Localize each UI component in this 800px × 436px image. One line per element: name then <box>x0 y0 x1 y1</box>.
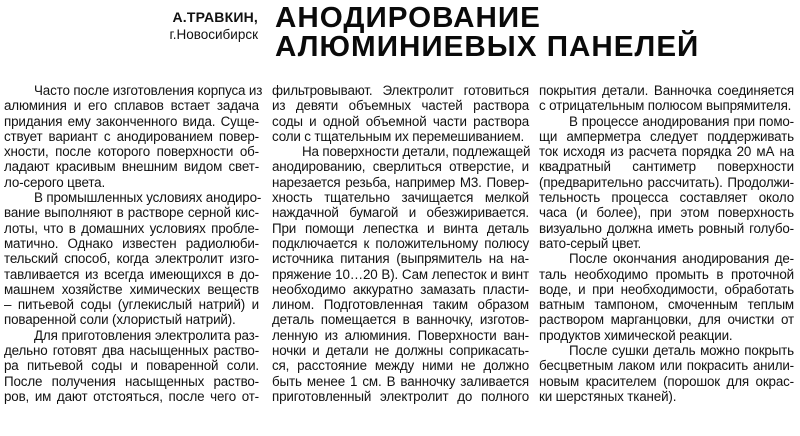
text-line: подключается к положительному полюсу <box>272 235 529 251</box>
text-line: Часто после изготовления корпуса из <box>34 83 263 98</box>
text-line: фильтровывают. Электролит готовиться <box>272 83 529 98</box>
text-line: хность тщательно зачищается мелкой <box>272 190 529 206</box>
text-line: После получения насыщенных раство- <box>4 373 259 389</box>
text-line: алюминия и его сплавов встает задача <box>4 98 259 114</box>
article-column-1 <box>4 83 263 404</box>
text-line: ра питьевой соды и поваренной соли. <box>4 358 259 374</box>
text-line: деталь помещается в ванночку, изготов- <box>272 312 529 328</box>
text-line: продуктов химической реакции. <box>539 327 733 343</box>
text-line: нарезается резьба, например М3. Повер- <box>272 174 529 190</box>
text-line: поваренной соли (хлористый натрий). <box>4 312 236 328</box>
text-line: – питьевой соды (углекислый натрий) и <box>4 297 259 313</box>
text-line: пряжение 10…20 В). Сам лепесток и винт <box>272 266 529 282</box>
author-name: А.ТРАВКИН, <box>172 9 258 25</box>
article-column-3 <box>539 83 794 404</box>
text-line: часа (и более), при этом поверхность <box>539 205 794 221</box>
text-line: ватным тампоном, смоченным теплым <box>539 297 794 313</box>
text-line: наждачной бумагой и обезжиривается. <box>272 205 529 221</box>
text-line: покрытия детали. Ванночка соединяется <box>539 83 794 98</box>
text-line: ки шерстяных тканей). <box>539 388 677 404</box>
text-line: щи амперметра следует поддерживать <box>539 128 794 144</box>
text-line: На поверхности детали, подлежащей <box>302 144 531 160</box>
text-line: бесцветным лаком или покрасить анили- <box>539 358 794 374</box>
text-line: вание выполняют в растворе серной кис- <box>4 205 259 221</box>
text-line: ток исходя из расчета порядка 20 мА на <box>539 144 794 160</box>
text-line: источника питания (выпрямитель на на- <box>272 251 529 267</box>
text-line: машнем хозяйстве химических веществ <box>4 281 259 297</box>
article-column-2 <box>272 83 529 404</box>
text-line: быть менее 1 см. В ванночку заливается <box>272 373 529 389</box>
text-line: дельно готовят два насыщенных раство- <box>4 343 259 359</box>
text-line: ствует вариант с анодированием повер- <box>4 128 259 144</box>
text-line: квадратный сантиметр поверхности <box>539 159 794 175</box>
text-line: В процессе анодирования при помо- <box>569 113 794 129</box>
text-line: В промышленных условиях анодиро- <box>34 190 262 206</box>
text-line: соды и одной объемной части раствора <box>272 113 529 129</box>
text-line: При помощи лепестка и винта деталь <box>272 220 529 236</box>
text-line: матично. Однако известен радиолюби- <box>4 235 259 251</box>
text-line: придания ему законченного вида. Суще- <box>4 113 259 129</box>
article-title <box>275 4 699 62</box>
text-line: ров, им дают отстояться, после чего от- <box>4 388 259 404</box>
text-line: лином. Подготовленная таким образом <box>272 297 529 313</box>
text-line: вато-серый цвет. <box>539 235 642 251</box>
text-line: (предварительно рассчитать). Продолжи- <box>539 174 794 190</box>
title-line-2: АЛЮМИНИЕВЫХ ПАНЕЛЕЙ <box>275 31 700 63</box>
text-line: ло-серого цвета. <box>4 174 106 190</box>
text-line: тельность процесса составляет около <box>539 190 794 206</box>
text-line: новым красителем (порошок для окрас- <box>539 373 794 389</box>
text-line: ладают красивым внешним видом свет- <box>4 159 259 175</box>
text-line: Для приготовления электролита раз- <box>34 327 259 343</box>
text-line: ночки и детали не должны соприкасать- <box>272 343 529 359</box>
text-line: приготовленный электролит до полного <box>272 388 529 404</box>
text-line: тельский способ, когда электролит изго- <box>4 251 259 267</box>
text-line: тавливается из всегда имеющихся в до- <box>4 266 259 282</box>
text-line: ся, расстояние между ними не должно <box>272 358 529 374</box>
text-line: анодированию, сверлиться отверстие, и <box>272 159 529 175</box>
text-line: раствором марганцовки, для очистки от <box>539 312 794 328</box>
text-line: хности, после которого поверхности об- <box>4 144 259 160</box>
text-line: из девяти объемных частей раствора <box>272 98 529 114</box>
text-line: с отрицательным полюсом выпрямителя. <box>539 98 792 114</box>
text-line: лоты, что в домашних условиях пробле- <box>4 220 259 236</box>
text-line: визуально должна иметь ровный голубо- <box>539 220 794 236</box>
text-line: воде, и при необходимости, обработать <box>539 281 794 297</box>
text-line: ленную из алюминия. Поверхности ван- <box>272 327 529 343</box>
text-line: После окончания анодирования де- <box>569 251 794 267</box>
text-line: необходимо аккуратно замазать пласти- <box>272 281 529 297</box>
text-line: После сушки деталь можно покрыть <box>569 343 794 359</box>
text-line: соли с тщательным их перемешиванием. <box>272 128 525 144</box>
title-line-1: АНОДИРОВАНИЕ <box>275 2 541 34</box>
author-city: г.Новосибирск <box>169 27 258 42</box>
text-line: таль необходимо промыть в проточной <box>539 266 794 282</box>
byline <box>140 9 258 43</box>
